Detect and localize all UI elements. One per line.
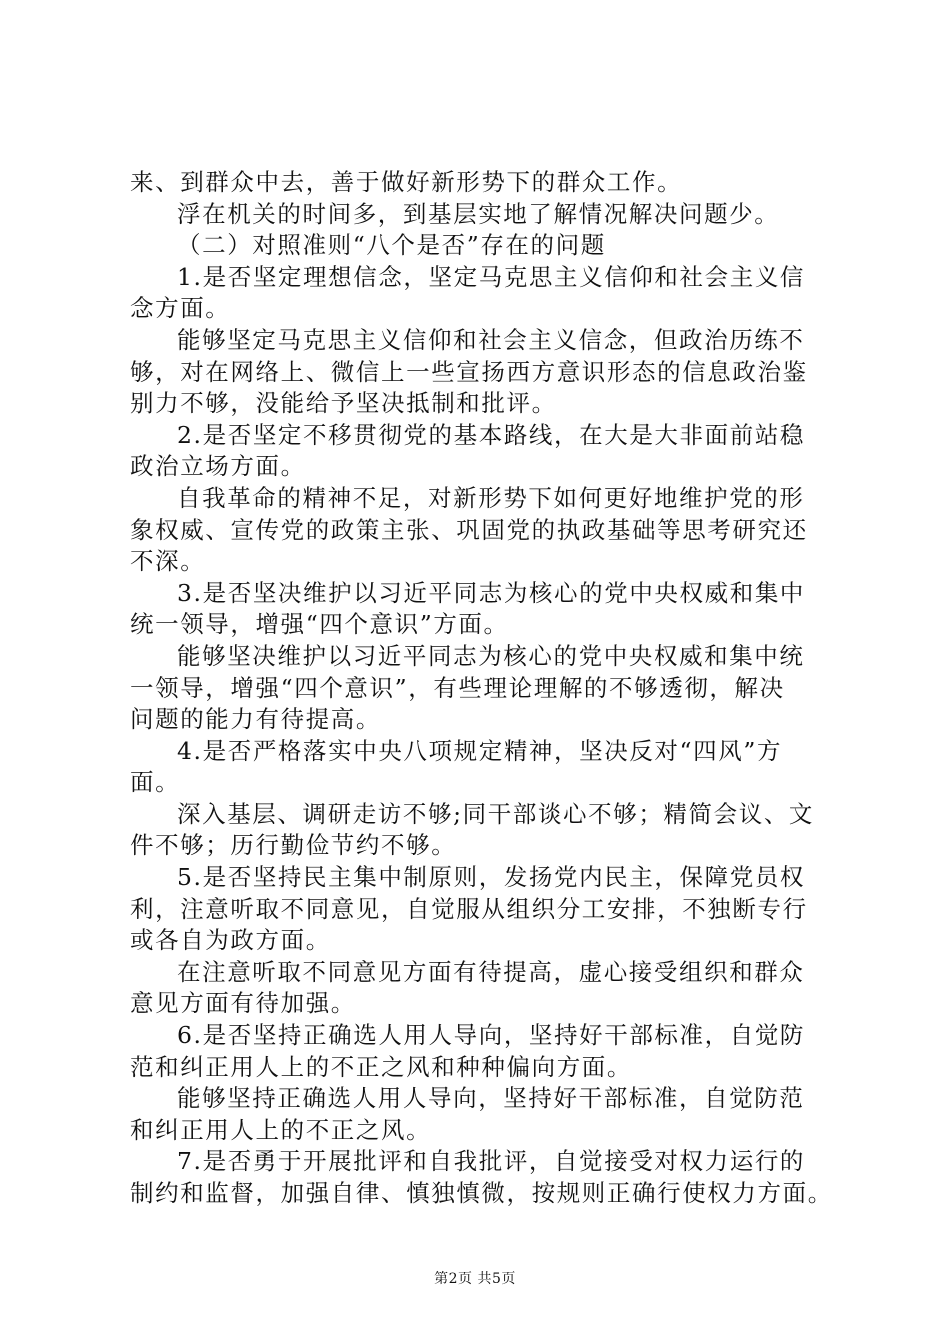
text-line: 政治立场方面。 — [130, 452, 306, 481]
text-line: 别力不够，没能给予坚决抵制和批评。 — [130, 389, 557, 418]
text-line: 能够坚决维护以习近平同志为核心的党中央权威和集中统 — [177, 641, 805, 670]
text-line: 能够坚定马克思主义信仰和社会主义信念，但政治历练不 — [177, 325, 805, 354]
text-line: 问题的能力有待提高。 — [130, 705, 381, 734]
text-line: 在注意听取不同意见方面有待提高，虚心接受组织和群众 — [177, 957, 805, 986]
text-line: 不深。 — [130, 547, 206, 576]
text-line: 利，注意听取不同意见，自觉服从组织分工安排，不独断专行 — [130, 894, 808, 923]
text-line: 意见方面有待加强。 — [130, 989, 356, 1018]
text-line: 3.是否坚决维护以习近平同志为核心的党中央权威和集中 — [177, 578, 806, 607]
text-line: 深入基层、调研走访不够;同干部谈心不够；精简会议、文 — [177, 799, 815, 828]
document-body — [130, 167, 840, 1210]
text-line: 一领导，增强“四个意识”，有些理论理解的不够透彻，解决 — [130, 673, 785, 702]
text-line: 面。 — [130, 768, 181, 797]
page-footer: 第2页 共5页 — [434, 1271, 516, 1287]
text-line: 够，对在网络上、微信上一些宣扬西方意识形态的信息政治鉴 — [130, 357, 808, 386]
text-line: 制约和监督，加强自律、慎独慎微，按规则正确行使权力方面。 — [130, 1179, 833, 1207]
text-line: 和纠正用人上的不正之风。 — [130, 1115, 432, 1144]
text-line: 件不够；历行勤俭节约不够。 — [130, 831, 457, 860]
text-line: 1.是否坚定理想信念，坚定马克思主义信仰和社会主义信 — [177, 262, 806, 291]
text-line: （二）对照准则“八个是否”存在的问题 — [177, 231, 606, 260]
text-line: 5.是否坚持民主集中制原则，发扬党内民主，保障党员权 — [177, 863, 806, 892]
text-line: 象权威、宣传党的政策主张、巩固党的执政基础等思考研究还 — [130, 515, 808, 544]
text-line: 浮在机关的时间多，到基层实地了解情况解决问题少。 — [177, 199, 780, 228]
text-line: 4.是否严格落实中央八项规定精神，坚决反对“四风”方 — [177, 736, 783, 765]
text-line: 2.是否坚定不移贯彻党的基本路线，在大是大非面前站稳 — [177, 420, 806, 449]
text-line: 7.是否勇于开展批评和自我批评，自觉接受对权力运行的 — [177, 1147, 806, 1176]
text-line: 范和纠正用人上的不正之风和种种偏向方面。 — [130, 1052, 632, 1081]
text-line: 能够坚持正确选人用人导向，坚持好干部标准，自觉防范 — [177, 1084, 805, 1113]
text-line: 统一领导，增强“四个意识”方面。 — [130, 610, 509, 639]
text-line: 或各自为政方面。 — [130, 926, 331, 955]
text-line: 6.是否坚持正确选人用人导向，坚持好干部标准，自觉防 — [177, 1021, 806, 1050]
text-line: 来、到群众中去，善于做好新形势下的群众工作。 — [130, 168, 683, 196]
text-line: 念方面。 — [130, 294, 231, 323]
text-line: 自我革命的精神不足，对新形势下如何更好地维护党的形 — [177, 483, 805, 512]
